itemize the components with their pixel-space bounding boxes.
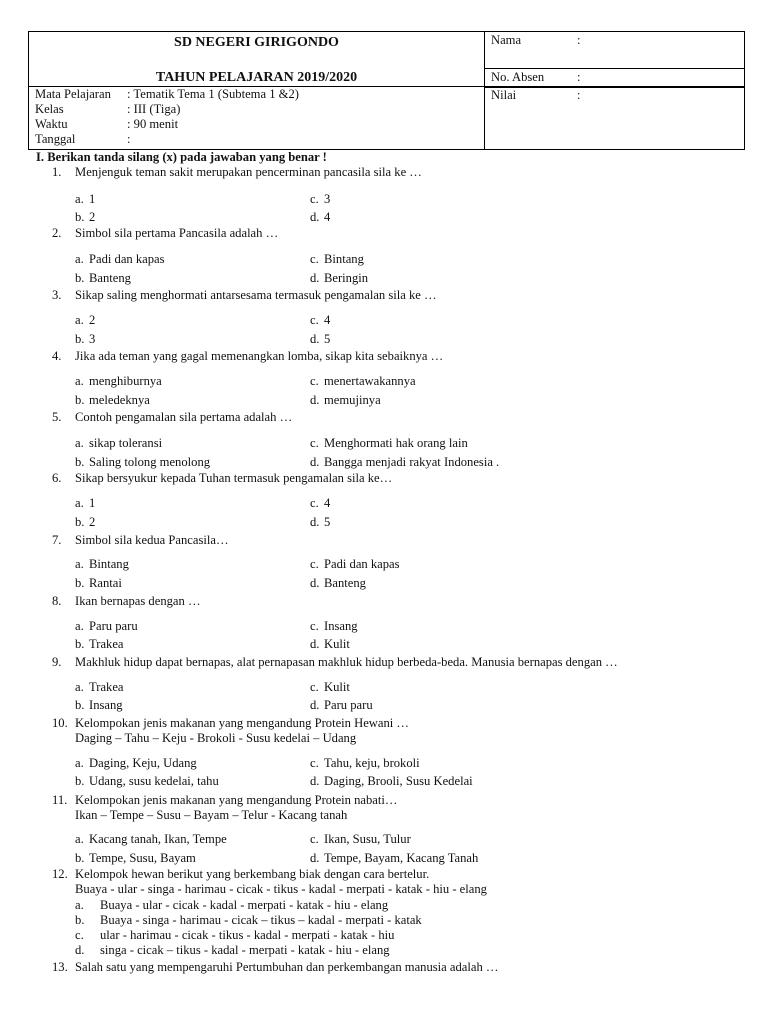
option-letter: b. [75,210,85,224]
option-text: Menghormati hak orang lain [324,436,468,450]
answer-option[interactable] [310,252,364,267]
option-letter: c. [310,557,319,571]
option-text: 4 [324,313,331,327]
option-text: Banteng [324,576,366,590]
option-letter: d. [310,393,320,407]
option-letter: b. [75,271,85,285]
option-letter: b. [75,455,85,469]
answer-option[interactable] [75,756,197,771]
option-text: menghiburnya [89,374,162,388]
question-text: Salah satu yang mempengaruhi Pertumbuhan dan perkembangan manusia adalah … [75,960,499,974]
option-text: ular - harimau - cicak - tikus - kadal - merpati - katak - hiu [100,928,395,942]
answer-option[interactable] [75,576,122,591]
option-text: meledeknya [89,393,150,407]
answer-option[interactable] [310,774,473,789]
school-name: SD NEGERI GIRIGONDO [174,35,339,50]
answer-option[interactable] [75,913,422,928]
answer-option[interactable] [75,832,227,847]
answer-option[interactable] [75,496,95,511]
answer-option[interactable] [75,436,162,451]
question-number: 8. [52,594,62,608]
question [52,594,201,609]
question-number: 1. [52,165,62,179]
answer-option[interactable] [75,928,394,943]
option-letter: a. [75,557,84,571]
exam-header [28,31,744,150]
question [52,349,443,364]
answer-option[interactable] [310,637,350,652]
option-text: Daging, Keju, Udang [89,756,197,770]
answer-option[interactable] [310,832,411,847]
answer-option[interactable] [75,680,124,695]
option-text: Udang, susu kedelai, tahu [89,774,219,788]
answer-option[interactable] [310,515,330,530]
answer-option[interactable] [310,192,330,207]
option-letter: c. [310,619,319,633]
question-text: Contoh pengamalan sila pertama adalah … [75,410,293,424]
subject-info-cell [29,87,485,150]
question [52,655,618,670]
option-letter: a. [75,619,84,633]
absen-row[interactable]: No. Absen : [491,70,581,84]
option-letter: d. [310,271,320,285]
question-number: 13. [52,960,68,974]
score-row[interactable]: Nilai : [485,87,744,150]
option-text: 2 [89,313,96,327]
answer-option[interactable] [75,455,210,470]
option-letter: a. [75,252,84,266]
answer-option[interactable] [310,436,468,451]
option-text: Padi dan kapas [324,557,400,571]
question-text: Kelompokan jenis makanan yang mengandung Protein nabati… [75,793,398,807]
question-text: Menjenguk teman sakit merupakan pencerminan pancasila sila ke … [75,165,422,179]
answer-option[interactable] [310,374,416,389]
academic-year: TAHUN PELAJARAN 2019/2020 [155,70,358,85]
option-letter: c. [310,832,319,846]
option-text: Tempe, Bayam, Kacang Tanah [324,851,479,865]
answer-option[interactable] [310,557,400,572]
answer-option[interactable] [75,192,95,207]
option-text: Insang [89,698,123,712]
question [52,533,229,548]
question-number: 10. [52,716,68,730]
option-letter: a. [75,832,84,846]
option-letter: b. [75,913,85,927]
option-text: 2 [89,515,96,529]
option-text: Beringin [324,271,369,285]
option-text: 1 [89,192,96,206]
question-text: Makhluk hidup dapat bernapas, alat pernapasan makhluk hidup berbeda-beda. Manusia bernapas dengan … [75,655,618,669]
option-text: Ikan, Susu, Tulur [324,832,411,846]
option-letter: a. [75,496,84,510]
score-cell [485,87,745,150]
option-letter: b. [75,393,85,407]
option-text: Buaya - ular - cicak - kadal - merpati - katak - hiu - elang [100,898,389,912]
question-number: 7. [52,533,62,547]
answer-option[interactable] [310,210,330,225]
answer-option[interactable] [75,851,196,866]
question-text: Jika ada teman yang gagal memenangkan lomba, sikap kita sebaiknya … [75,349,444,363]
option-letter: c. [310,680,319,694]
question [52,716,409,731]
question-text: Sikap bersyukur kepada Tuhan termasuk pengamalan sila ke… [75,471,393,485]
option-letter: a. [75,374,84,388]
option-text: 5 [324,515,331,529]
answer-option[interactable] [310,619,358,634]
question-subtext: Ikan – Tempe – Susu – Bayam – Telur - Kacang tanah [75,808,348,822]
answer-option[interactable] [75,313,95,328]
option-text: memujinya [324,393,381,407]
question [52,226,278,241]
option-letter: b. [75,332,85,346]
question [52,410,292,425]
option-letter: a. [75,436,84,450]
school-title-cell [29,32,485,87]
option-text: singa - cicak – tikus - kadal - merpati - katak - hiu - elang [100,943,390,957]
option-letter: d. [310,210,320,224]
question-number: 4. [52,349,62,363]
answer-option[interactable] [75,637,124,652]
option-letter: d. [310,637,320,651]
option-text: 1 [89,496,96,510]
option-letter: d. [310,332,320,346]
question-subtext: Daging – Tahu – Keju - Brokoli - Susu kedelai – Udang [75,731,357,745]
option-text: 3 [89,332,96,346]
question-number: 5. [52,410,62,424]
answer-option[interactable] [310,332,330,347]
answer-option[interactable] [75,774,219,789]
answer-option[interactable] [75,515,95,530]
question-text: Kelompokan jenis makanan yang mengandung Protein Hewani … [75,716,410,730]
answer-option[interactable] [310,496,330,511]
question-text: Sikap saling menghormati antarsesama termasuk pengamalan sila ke … [75,288,437,302]
question-text: Simbol sila pertama Pancasila adalah … [75,226,279,240]
option-letter: c. [310,756,319,770]
option-text: Daging, Brooli, Susu Kedelai [324,774,473,788]
answer-option[interactable] [75,619,138,634]
option-letter: b. [75,698,85,712]
option-letter: d. [310,698,320,712]
option-letter: c. [310,192,319,206]
option-letter: b. [75,851,85,865]
answer-option[interactable] [75,393,150,408]
question [52,867,429,882]
answer-option[interactable] [75,271,131,286]
option-letter: b. [75,637,85,651]
meta-row: Kelas : III (Tiga) [35,102,181,116]
option-text: Saling tolong menolong [89,455,211,469]
answer-option[interactable] [75,943,390,958]
option-text: 5 [324,332,331,346]
question-text: Simbol sila kedua Pancasila… [75,533,229,547]
option-text: Trakea [89,680,124,694]
answer-option[interactable] [310,756,420,771]
question [52,471,392,486]
option-letter: c. [310,374,319,388]
option-letter: d. [75,943,85,957]
option-letter: a. [75,680,84,694]
question [52,288,437,303]
question-number: 3. [52,288,62,302]
name-row[interactable]: Nama : [485,32,744,69]
option-letter: d. [310,851,320,865]
instruction: I. Berikan tanda silang (x) pada jawaban yang benar ! [36,150,327,164]
answer-option[interactable] [75,557,129,572]
option-letter: d. [310,774,320,788]
option-text: Kacang tanah, Ikan, Tempe [89,832,227,846]
answer-option[interactable] [310,455,499,470]
question-text: Ikan bernapas dengan … [75,594,201,608]
answer-option[interactable] [310,698,373,713]
option-text: 3 [324,192,331,206]
meta-row[interactable]: Tanggal : [35,132,131,146]
option-letter: d. [310,515,320,529]
option-text: Padi dan kapas [89,252,165,266]
option-letter: a. [75,898,84,912]
answer-option[interactable] [310,271,368,286]
question-text: Kelompok hewan berikut yang berkembang biak dengan cara bertelur. [75,867,430,881]
answer-option[interactable] [75,698,123,713]
option-letter: c. [310,496,319,510]
question-number: 9. [52,655,62,669]
option-text: Paru paru [89,619,138,633]
question-subtext: Buaya - ular - singa - harimau - cicak - tikus - kadal - merpati - katak - hiu - elang [75,882,487,896]
option-text: Banteng [89,271,131,285]
option-text: Kulit [324,680,350,694]
option-letter: c. [75,928,84,942]
meta-row: Mata Pelajaran : Tematik Tema 1 (Subtema 1 &2) [35,87,299,101]
question [52,793,397,808]
answer-option[interactable] [310,313,330,328]
option-text: Tahu, keju, brokoli [324,756,420,770]
option-letter: b. [75,774,85,788]
meta-row: Waktu : 90 menit [35,117,179,131]
option-text: Buaya - singa - harimau - cicak – tikus – kadal - merpati - katak [100,913,422,927]
answer-option[interactable] [75,332,95,347]
option-text: Tempe, Susu, Bayam [89,851,196,865]
option-letter: c. [310,313,319,327]
answer-option[interactable] [310,393,381,408]
answer-option[interactable] [75,898,388,913]
option-letter: d. [310,455,320,469]
answer-option[interactable] [75,210,95,225]
option-letter: b. [75,576,85,590]
option-text: 2 [89,210,96,224]
option-text: Bintang [324,252,364,266]
answer-option[interactable] [75,374,162,389]
option-letter: c. [310,252,319,266]
answer-option[interactable] [310,576,366,591]
option-text: Kulit [324,637,350,651]
option-text: Bangga menjadi rakyat Indonesia . [324,455,500,469]
question [52,165,422,180]
option-letter: a. [75,756,84,770]
option-text: Rantai [89,576,122,590]
option-text: Trakea [89,637,124,651]
question-number: 11. [52,793,68,807]
option-text: 4 [324,496,331,510]
question [52,960,499,975]
answer-option[interactable] [310,851,478,866]
option-text: menertawakannya [324,374,416,388]
option-text: Bintang [89,557,129,571]
option-text: 4 [324,210,331,224]
option-text: Paru paru [324,698,373,712]
option-letter: d. [310,576,320,590]
answer-option[interactable] [75,252,165,267]
option-letter: a. [75,313,84,327]
question-number: 12. [52,867,68,881]
question-number: 2. [52,226,62,240]
option-letter: c. [310,436,319,450]
option-letter: a. [75,192,84,206]
student-info-cell [485,32,745,87]
option-letter: b. [75,515,85,529]
option-text: sikap toleransi [89,436,163,450]
question-number: 6. [52,471,62,485]
answer-option[interactable] [310,680,350,695]
option-text: Insang [324,619,358,633]
